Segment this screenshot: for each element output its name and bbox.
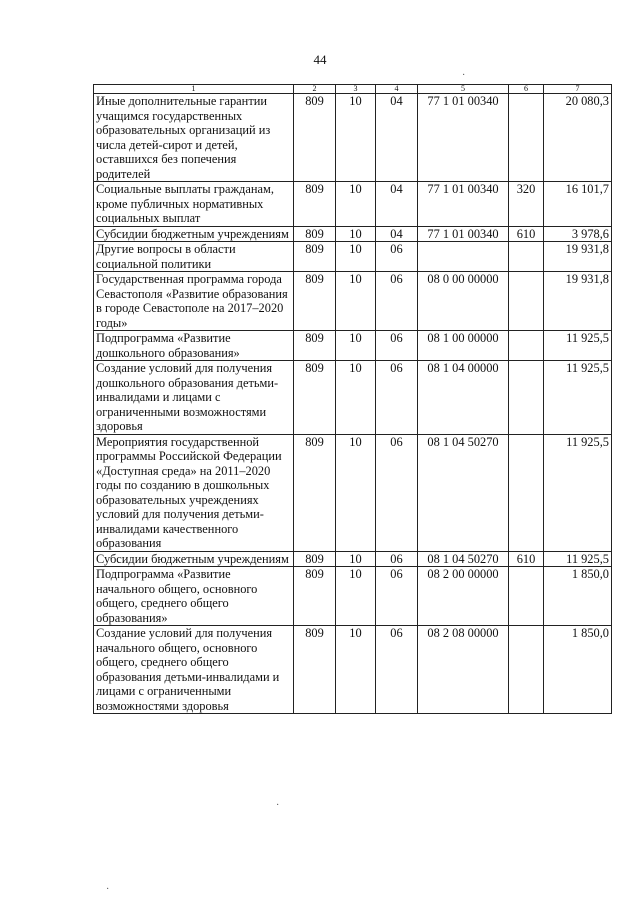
column-number: 7 — [544, 85, 612, 94]
row-target-article — [418, 242, 509, 272]
row-expense-type — [509, 567, 544, 626]
row-name: Мероприятия государственной программы Российской Федерации «Доступная среда» на 2011–2020 годы по созданию в дошкольных образовательных учреждениях условий для получения детьми-инвалидами качественного образования — [94, 434, 294, 551]
row-department-code: 809 — [294, 434, 336, 551]
column-number: 3 — [336, 85, 376, 94]
row-name: Создание условий для получения дошкольного образования детьми-инвалидами и лицами с ограниченными возможностями здоровья — [94, 361, 294, 435]
row-section-code: 10 — [336, 226, 376, 242]
row-target-article: 08 2 08 00000 — [418, 626, 509, 714]
row-subsection-code: 04 — [376, 226, 418, 242]
row-section-code: 10 — [336, 242, 376, 272]
row-name: Подпрограмма «Развитие дошкольного образования» — [94, 331, 294, 361]
column-number-row — [94, 85, 612, 94]
row-subsection-code: 06 — [376, 331, 418, 361]
row-subsection-code: 06 — [376, 272, 418, 331]
row-amount: 11 925,5 — [544, 361, 612, 435]
scan-speck: · — [462, 70, 466, 81]
column-number: 4 — [376, 85, 418, 94]
row-expense-type: 320 — [509, 182, 544, 227]
row-department-code: 809 — [294, 626, 336, 714]
row-subsection-code: 04 — [376, 94, 418, 182]
row-amount: 19 931,8 — [544, 242, 612, 272]
row-name: Иные дополнительные гарантии учащимся государственных образовательных организаций из числа детей-сирот и детей, оставшихся без попечения родителей — [94, 94, 294, 182]
column-number: 5 — [418, 85, 509, 94]
row-expense-type — [509, 242, 544, 272]
column-number: 6 — [509, 85, 544, 94]
row-department-code: 809 — [294, 567, 336, 626]
row-name: Социальные выплаты гражданам, кроме публичных нормативных социальных выплат — [94, 182, 294, 227]
row-section-code: 10 — [336, 94, 376, 182]
row-department-code: 809 — [294, 182, 336, 227]
row-expense-type — [509, 272, 544, 331]
row-expense-type — [509, 626, 544, 714]
row-section-code: 10 — [336, 434, 376, 551]
row-expense-type — [509, 94, 544, 182]
row-name: Другие вопросы в области социальной политики — [94, 242, 294, 272]
table-row — [94, 567, 612, 626]
column-number: 2 — [294, 85, 336, 94]
row-name: Подпрограмма «Развитие начального общего, основного общего, среднего общего образования» — [94, 567, 294, 626]
row-subsection-code: 06 — [376, 567, 418, 626]
row-name: Субсидии бюджетным учреждениям — [94, 551, 294, 567]
budget-table — [93, 84, 612, 714]
row-expense-type: 610 — [509, 551, 544, 567]
row-section-code: 10 — [336, 182, 376, 227]
row-target-article: 08 1 04 50270 — [418, 434, 509, 551]
row-amount: 3 978,6 — [544, 226, 612, 242]
table-row — [94, 242, 612, 272]
table-row — [94, 94, 612, 182]
table-row — [94, 272, 612, 331]
row-section-code: 10 — [336, 361, 376, 435]
row-name: Государственная программа города Севастополя «Развитие образования в городе Севастополе на 2017–2020 годы» — [94, 272, 294, 331]
row-subsection-code: 04 — [376, 182, 418, 227]
row-target-article: 77 1 01 00340 — [418, 94, 509, 182]
row-target-article: 08 1 00 00000 — [418, 331, 509, 361]
table-row — [94, 434, 612, 551]
row-amount: 1 850,0 — [544, 567, 612, 626]
row-target-article: 77 1 01 00340 — [418, 226, 509, 242]
table-row — [94, 551, 612, 567]
row-target-article: 08 1 04 50270 — [418, 551, 509, 567]
row-amount: 11 925,5 — [544, 331, 612, 361]
row-expense-type — [509, 361, 544, 435]
row-target-article: 08 2 00 00000 — [418, 567, 509, 626]
row-name: Субсидии бюджетным учреждениям — [94, 226, 294, 242]
table-row — [94, 226, 612, 242]
scan-speck: · — [106, 884, 110, 895]
row-department-code: 809 — [294, 94, 336, 182]
table-row — [94, 361, 612, 435]
page-number: 44 — [313, 52, 327, 67]
row-subsection-code: 06 — [376, 434, 418, 551]
row-section-code: 10 — [336, 272, 376, 331]
row-subsection-code: 06 — [376, 626, 418, 714]
row-amount: 11 925,5 — [544, 551, 612, 567]
row-section-code: 10 — [336, 567, 376, 626]
row-amount: 16 101,7 — [544, 182, 612, 227]
row-subsection-code: 06 — [376, 242, 418, 272]
row-section-code: 10 — [336, 331, 376, 361]
row-subsection-code: 06 — [376, 551, 418, 567]
row-amount: 1 850,0 — [544, 626, 612, 714]
row-department-code: 809 — [294, 242, 336, 272]
row-subsection-code: 06 — [376, 361, 418, 435]
table-row — [94, 182, 612, 227]
row-department-code: 809 — [294, 361, 336, 435]
row-section-code: 10 — [336, 551, 376, 567]
row-target-article: 08 1 04 00000 — [418, 361, 509, 435]
row-department-code: 809 — [294, 551, 336, 567]
row-amount: 19 931,8 — [544, 272, 612, 331]
row-name: Создание условий для получения начального общего, основного общего, среднего общего образования детьми-инвалидами и лицами с ограниченными возможностями здоровья — [94, 626, 294, 714]
row-section-code: 10 — [336, 626, 376, 714]
row-expense-type: 610 — [509, 226, 544, 242]
row-expense-type — [509, 331, 544, 361]
table-row — [94, 331, 612, 361]
row-amount: 20 080,3 — [544, 94, 612, 182]
row-amount: 11 925,5 — [544, 434, 612, 551]
row-department-code: 809 — [294, 226, 336, 242]
table-row — [94, 626, 612, 714]
row-department-code: 809 — [294, 331, 336, 361]
row-target-article: 08 0 00 00000 — [418, 272, 509, 331]
column-number: 1 — [94, 85, 294, 94]
row-target-article: 77 1 01 00340 — [418, 182, 509, 227]
row-expense-type — [509, 434, 544, 551]
row-department-code: 809 — [294, 272, 336, 331]
scan-speck: · — [276, 800, 280, 811]
